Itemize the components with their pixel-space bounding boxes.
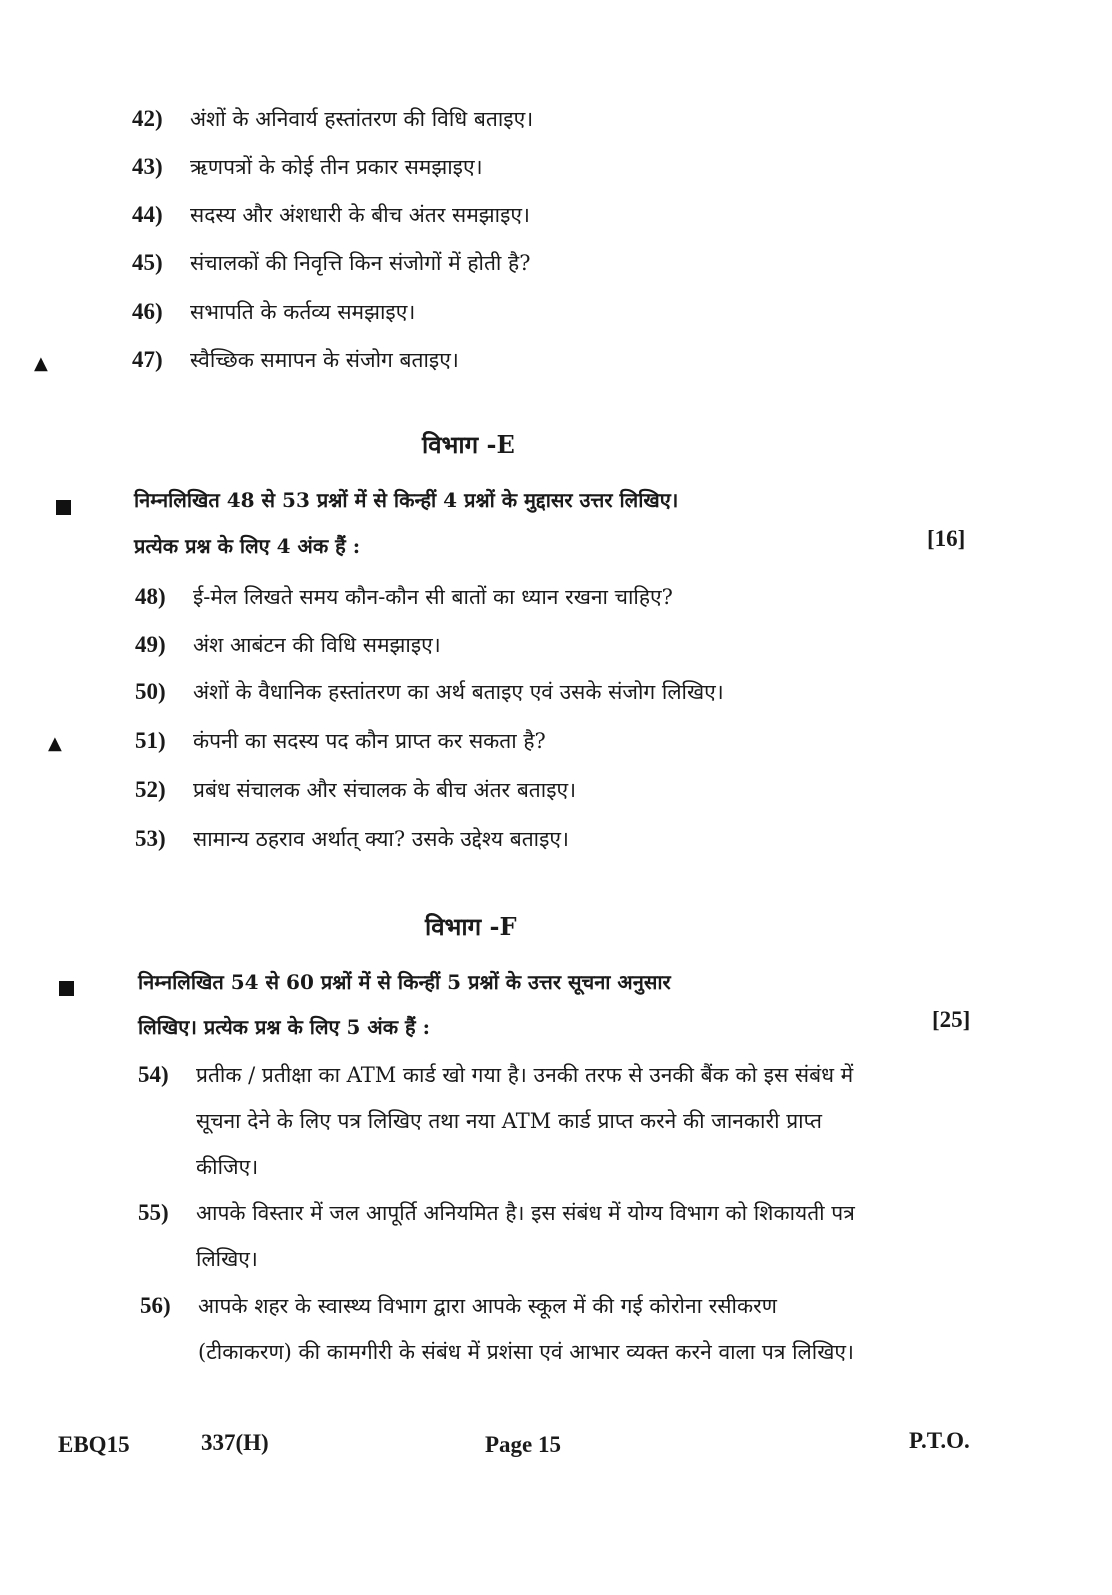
footer-paper-code: EBQ15 [58, 1432, 130, 1457]
footer-pto: P.T.O. [909, 1428, 970, 1453]
question-47: 47) स्वैच्छिक समापन के संजोग बताइए। [132, 347, 459, 372]
section-f-instruction-line1: निम्नलिखित 54 से 60 प्रश्नों में से किन्हीं 5 प्रश्नों के उत्तर सूचना अनुसार [138, 970, 671, 994]
section-e-instruction-line2: प्रत्येक प्रश्न के लिए 4 अंक हैं : [134, 534, 361, 558]
section-e-instruction-line1: निम्नलिखित 48 से 53 प्रश्नों में से किन्हीं 4 प्रश्नों के मुद्दासर उत्तर लिखिए। [134, 488, 679, 512]
question-44: 44) सदस्य और अंशधारी के बीच अंतर समझाइए। [132, 202, 530, 227]
question-54: 54) प्रतीक / प्रतीक्षा का ATM कार्ड खो गया है। उनकी तरफ से उनकी बैंक को इस संबंध में सूचना देने के लिए पत्र लिखिए तथा नया ATM कार्ड प्राप्त करने की जानकारी प्राप्त कीजिए। [138, 1062, 854, 1179]
question-43: 43) ऋणपत्रों के कोई तीन प्रकार समझाइए। [132, 154, 483, 179]
section-f-instruction-line2: लिखिए। प्रत्येक प्रश्न के लिए 5 अंक हैं : [138, 1015, 431, 1039]
bullet-square-icon [56, 500, 71, 515]
question-55: 55) आपके विस्तार में जल आपूर्ति अनियमित है। इस संबंध में योग्य विभाग को शिकायती पत्र लिखिए। [138, 1200, 855, 1271]
footer-page-number: Page 15 [485, 1432, 562, 1457]
question-50: 50) अंशों के वैधानिक हस्तांतरण का अर्थ बताइए एवं उसके संजोग लिखिए। [135, 679, 724, 704]
question-45: 45) संचालकों की निवृत्ति किन संजोगों में होती है? [132, 250, 531, 275]
section-f-heading: विभाग -F [425, 912, 517, 941]
question-46: 46) सभापति के कर्तव्य समझाइए। [132, 299, 416, 324]
question-51: 51) कंपनी का सदस्य पद कौन प्राप्त कर सकता है? [135, 728, 546, 753]
section-e-heading: विभाग -E [422, 430, 515, 459]
section-e-marks: [16] [927, 526, 966, 551]
question-48: 48) ई-मेल लिखते समय कौन-कौन सी बातों का ध्यान रखना चाहिए? [135, 584, 673, 609]
bullet-square-icon [59, 981, 74, 996]
footer-subject-code: 337(H) [201, 1430, 269, 1455]
section-f-marks: [25] [932, 1007, 971, 1032]
margin-mark-icon: ▲ [48, 733, 62, 754]
question-52: 52) प्रबंध संचालक और संचालक के बीच अंतर बताइए। [135, 777, 577, 802]
question-49: 49) अंश आबंटन की विधि समझाइए। [135, 632, 441, 657]
question-56: 56) आपके शहर के स्वास्थ्य विभाग द्वारा आपके स्कूल में की गई कोरोना रसीकरण (टीकाकरण) की कामगीरी के संबंध में प्रशंसा एवं आभार व्यक्त करने वाला पत्र लिखिए। [140, 1293, 854, 1364]
question-42: 42) अंशों के अनिवार्य हस्तांतरण की विधि बताइए। [132, 106, 534, 131]
margin-mark-icon: ▲ [34, 353, 48, 374]
question-53: 53) सामान्य ठहराव अर्थात् क्या? उसके उद्देश्य बताइए। [135, 826, 569, 851]
